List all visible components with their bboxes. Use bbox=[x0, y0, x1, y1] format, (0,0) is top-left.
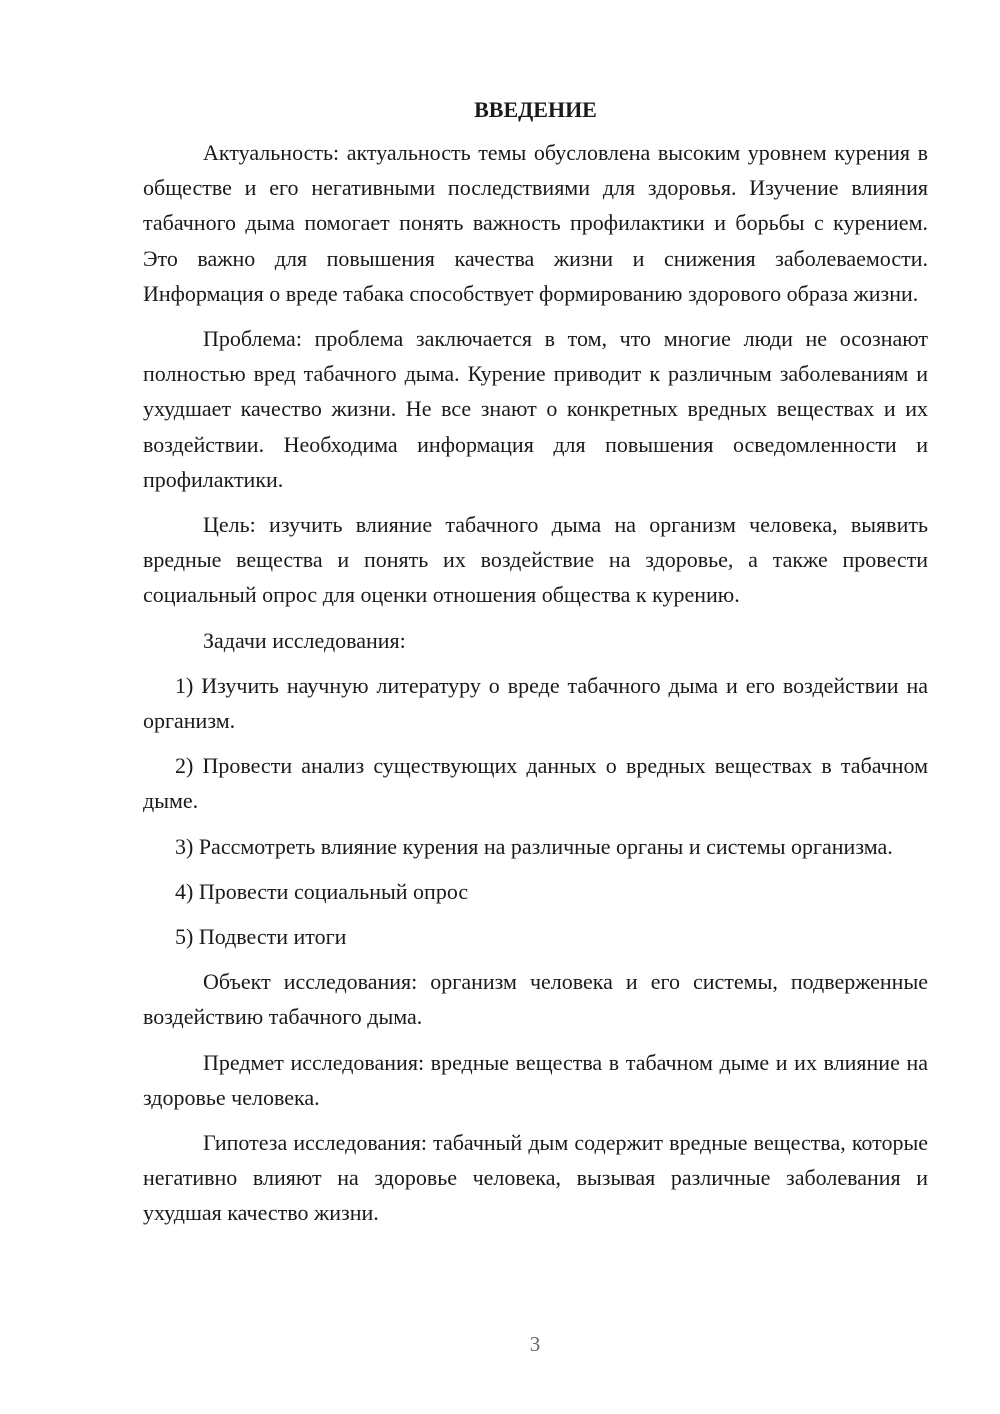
object-paragraph: Объект исследования: организм человека и его системы, подверженные воздействию табачного дыма. bbox=[143, 969, 928, 1030]
section-heading: ВВЕДЕНИЕ bbox=[474, 97, 597, 122]
problem-paragraph: Проблема: проблема заключается в том, что многие люди не осознают полностью вред табачного дыма. Курение приводит к различным заболеваниям и ухудшает качество жизни. Не все знают о конкретных вредных веществах и их воздействии. Необходима информация для повышения осведомленности и профилактики. bbox=[143, 326, 928, 492]
subject-paragraph: Предмет исследования: вредные вещества в табачном дыме и их влияние на здоровье человека. bbox=[143, 1049, 928, 1110]
page-number: 3 bbox=[529, 1332, 541, 1356]
task-item: 5) Подвести итоги bbox=[175, 924, 347, 950]
hypothesis-paragraph: Гипотеза исследования: табачный дым содержит вредные вещества, которые негативно влияют на здоровье человека, вызывая различные заболевания и ухудшая качество жизни. bbox=[143, 1130, 928, 1226]
task-item: 3) Рассмотреть влияние курения на различные органы и системы организма. bbox=[175, 833, 893, 859]
page-content bbox=[143, 92, 928, 1241]
tasks-title: Задачи исследования: bbox=[203, 627, 406, 653]
goal-paragraph: Цель: изучить влияние табачного дыма на организм человека, выявить вредные вещества и понять их воздействие на здоровье, а также провести социальный опрос для оценки отношения общества к курению. bbox=[143, 512, 928, 608]
task-item: 2) Провести анализ существующих данных о вредных веществах в табачном дыме. bbox=[143, 753, 928, 814]
relevance-paragraph: Актуальность: актуальность темы обусловлена высоким уровнем курения в обществе и его негативными последствиями для здоровья. Изучение влияния табачного дыма помогает понять важность профилактики и борьбы с курением. Это важно для повышения качества жизни и снижения заболеваемости. Информация о вреде табака способствует формированию здорового образа жизни. bbox=[143, 140, 928, 306]
task-item: 1) Изучить научную литературу о вреде табачного дыма и его воздействии на организм. bbox=[143, 672, 928, 734]
task-item: 4) Провести социальный опрос bbox=[175, 878, 469, 904]
